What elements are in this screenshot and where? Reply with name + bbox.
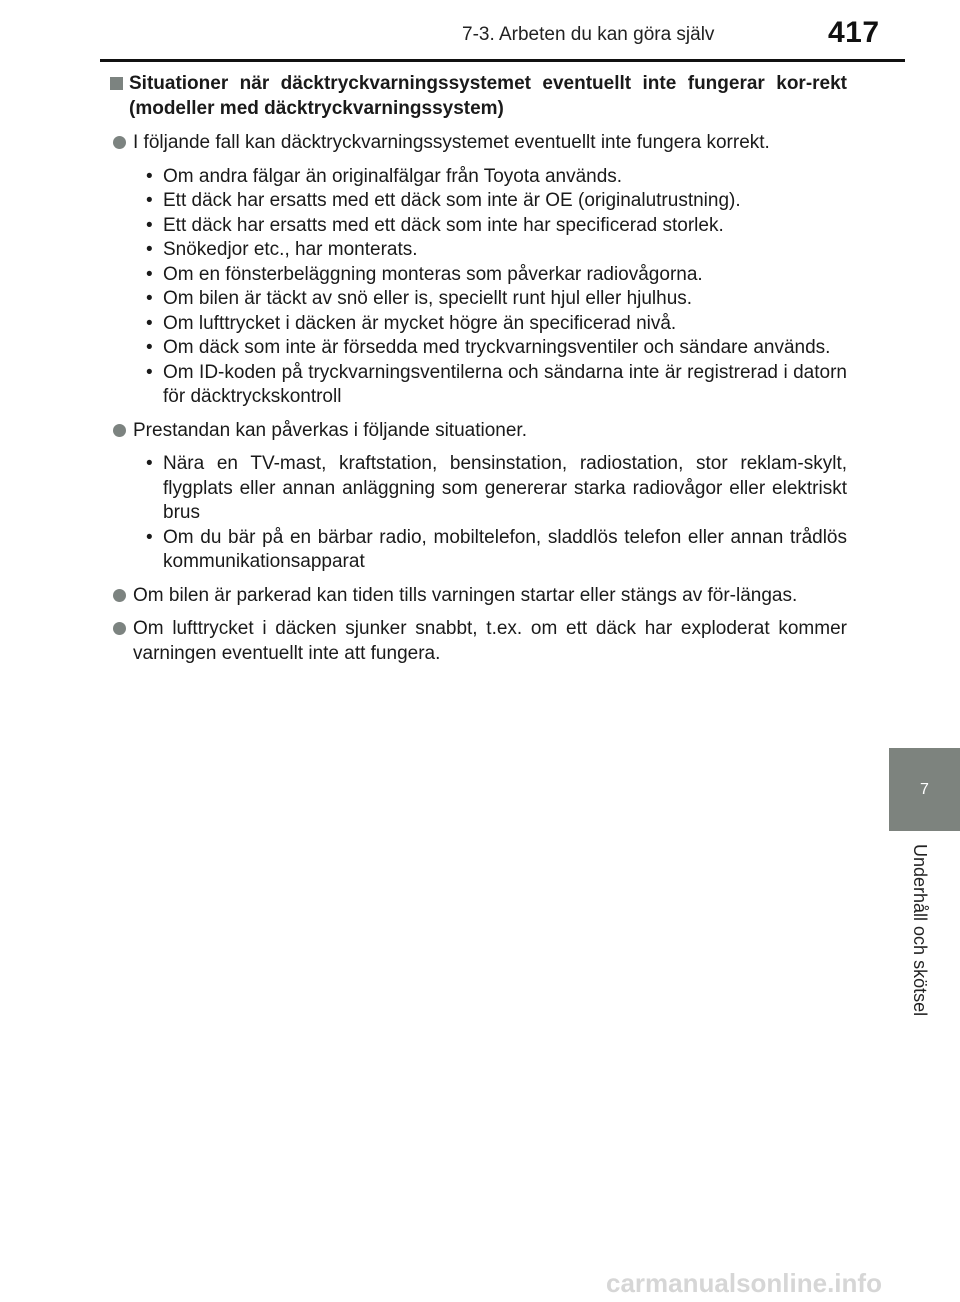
sub-bullet-item: • Om ID-koden på tryckvarningsventilerna och sändarna inte är registrerad i datorn för däcktryckskontroll [163, 361, 847, 410]
list-item [110, 584, 847, 609]
sub-bullet-item: • Om däck som inte är försedda med tryckvarningsventiler och sändare används. [163, 336, 847, 361]
page-number: 417 [828, 16, 880, 49]
footer-watermark: carmanualsonline.info [606, 1268, 882, 1298]
sub-bullet-item: • Om en fönsterbeläggning monteras som påverkar radiovågorna. [163, 263, 847, 288]
section-heading [110, 72, 847, 121]
square-bullet-icon [110, 77, 123, 90]
sub-bullet-item: • Ett däck har ersatts med ett däck som inte är OE (originalutrustning). [163, 189, 847, 214]
sub-bullet-item: • Ett däck har ersatts med ett däck som inte har specificerad storlek. [163, 214, 847, 239]
chapter-tab [889, 748, 960, 831]
sub-bullet-item: • Nära en TV-mast, kraftstation, bensinstation, radiostation, stor reklam-skylt, flygplats eller annan anläggning som genererar starka radiovågor eller elektriskt brus [163, 452, 847, 526]
circle-bullet-icon [113, 424, 126, 437]
list-item-text: Prestandan kan påverkas i följande situationer. [133, 419, 527, 441]
circle-bullet-icon [113, 622, 126, 635]
list-item [110, 617, 847, 666]
running-header: 7-3. Arbeten du kan göra själv [462, 24, 715, 45]
sub-bullet-item: • Om du bär på en bärbar radio, mobiltelefon, sladdlös telefon eller annan trådlös kommunikationsapparat [163, 526, 847, 575]
sub-bullet-list [110, 165, 847, 410]
list-item-text: I följande fall kan däcktryckvarningssystemet eventuellt inte fungera korrekt. [133, 132, 770, 153]
chapter-number: 7 [920, 780, 929, 798]
main-content [110, 72, 847, 675]
sub-bullet-item: • Snökedjor etc., har monterats. [163, 238, 847, 263]
sub-bullet-list [110, 452, 847, 575]
sub-bullet-item: • Om bilen är täckt av snö eller is, speciellt runt hjul eller hjulhus. [163, 287, 847, 312]
list-item-text: Om bilen är parkerad kan tiden tills varningen startar eller stängs av för-längas. [133, 584, 798, 606]
sub-bullet-item: • Om lufttrycket i däcken är mycket högre än specificerad nivå. [163, 312, 847, 337]
section-heading-text: Situationer när däcktryckvarningssystemet eventuellt inte fungerar kor-rekt (modeller med däcktryckvarningssystem) [129, 73, 847, 119]
sub-bullet-item: • Om andra fälgar än originalfälgar från Toyota används. [163, 165, 847, 190]
chapter-title: Underhåll och skötsel [910, 844, 930, 1017]
header-divider [100, 59, 905, 62]
circle-bullet-icon [113, 589, 126, 602]
circle-bullet-icon [113, 136, 126, 149]
list-item [110, 131, 847, 156]
list-item [110, 419, 847, 444]
list-item-text: Om lufttrycket i däcken sjunker snabbt, t.ex. om ett däck har exploderat kommer varningen eventuellt inte att fungera. [133, 618, 847, 664]
